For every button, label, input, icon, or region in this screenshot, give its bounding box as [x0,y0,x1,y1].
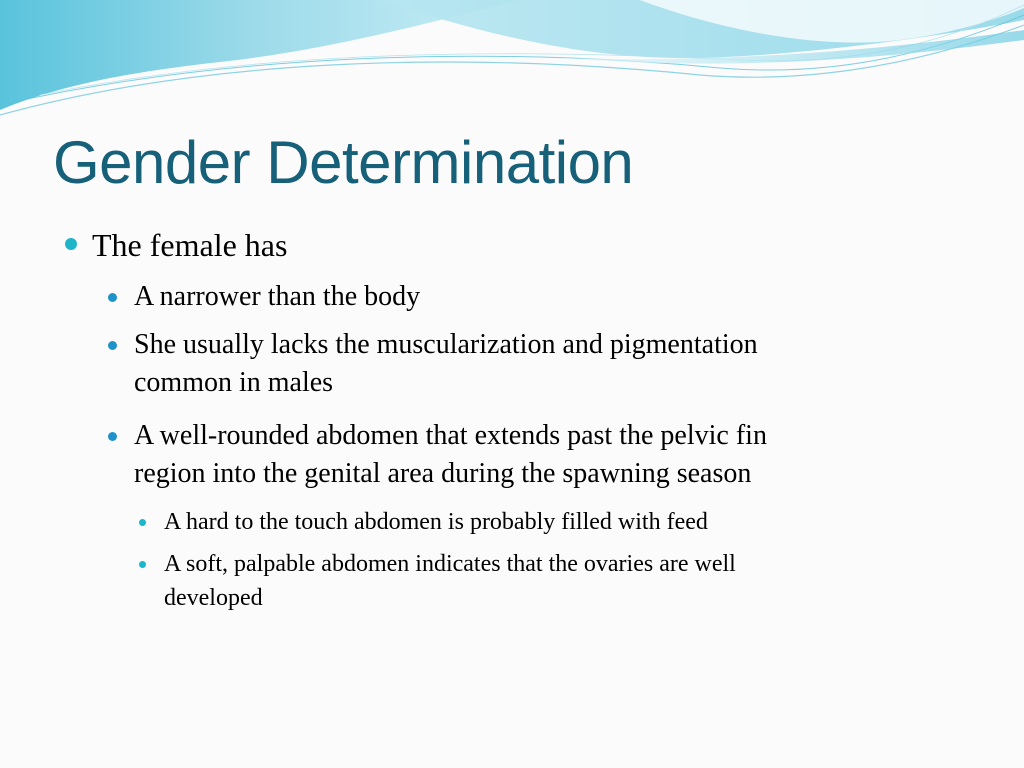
bullet-dot [108,341,117,350]
bullet-line: She usually lacks the muscularization and pigmentation [134,329,758,360]
header-wave-decoration [0,0,1024,130]
bullet-line: region into the genital area during the spawning season [134,458,752,489]
bullet-level2: A narrower than the body [134,281,421,312]
bullet-level1: The female has [92,227,288,263]
bullet-level3 [164,546,736,616]
bullet-level2 [134,325,758,403]
bullet-level3: A hard to the touch abdomen is probably filled with feed [164,509,708,535]
bullet-line: developed [164,585,263,611]
bullet-dot [139,519,146,526]
bullet-level2 [134,416,767,494]
bullet-line: common in males [134,367,334,398]
bullet-line: A well-rounded abdomen that extends past the pelvic fin [134,420,767,451]
bullet-line: A soft, palpable abdomen indicates that the ovaries are well [164,551,736,577]
slide-title: Gender Determination [53,129,634,196]
bullet-dot [108,432,117,441]
bullet-dot [65,238,77,250]
bullet-dot [139,561,146,568]
bullet-dot [108,293,117,302]
